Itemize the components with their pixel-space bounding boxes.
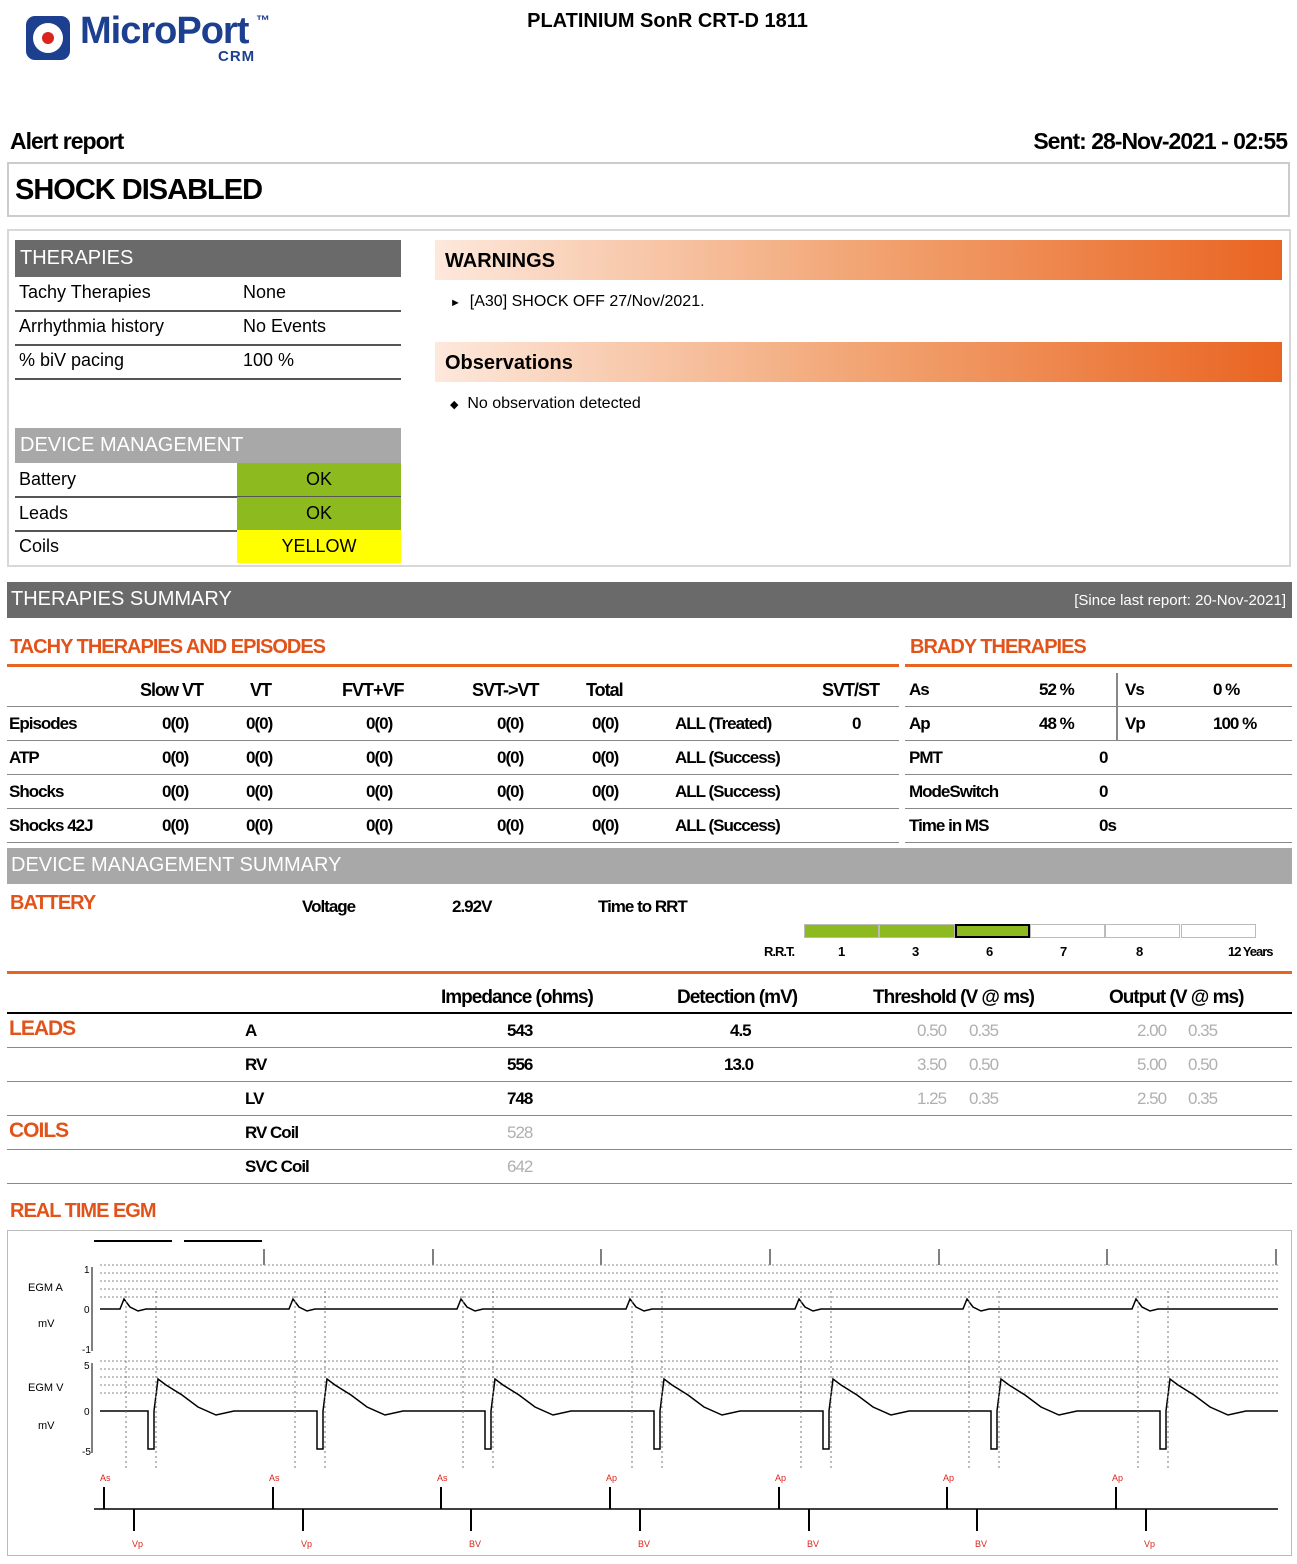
atrial-marker: As [269, 1473, 280, 1483]
tachy-cell: 0(0) [497, 816, 524, 835]
tachy-header-row [7, 673, 899, 707]
lead-threshold-ms: 0.35 [969, 1021, 999, 1040]
tachy-underline [7, 664, 899, 667]
battery-scale-label: 6 [986, 944, 993, 959]
tachy-column-header: SVT->VT [472, 680, 539, 700]
brady-value: 0s [1099, 816, 1116, 835]
battery-scale-label: 3 [912, 944, 919, 959]
egm-a-tick: 0 [84, 1305, 90, 1316]
brady-row [905, 741, 1292, 775]
leads-column-header: Detection (mV) [677, 987, 798, 1008]
egm-a-unit: mV [38, 1318, 55, 1330]
warnings-header: WARNINGS [435, 240, 1282, 280]
atrial-marker: As [100, 1473, 111, 1483]
egm-v-tick: 5 [84, 1361, 90, 1372]
tachy-cell: 0 [852, 714, 861, 733]
tachy-cell: 0(0) [246, 714, 273, 733]
therapy-row [15, 310, 401, 346]
logo-name: MicroPort [80, 10, 249, 52]
device-title: PLATINIUM SonR CRT-D 1811 [527, 10, 808, 32]
lead-impedance: 543 [507, 1021, 533, 1040]
lead-name: RV [245, 1055, 267, 1074]
logo-tm: ™ [256, 12, 270, 28]
bullet-arrow-icon: ► [450, 297, 461, 309]
tachy-cell: 0(0) [246, 748, 273, 767]
leads-group-label: LEADS [9, 1017, 76, 1040]
brady-row [905, 673, 1292, 707]
voltage-label: Voltage [302, 897, 356, 916]
tachy-cell: 0(0) [246, 782, 273, 801]
lead-threshold-ms: 0.50 [969, 1055, 999, 1074]
status-badge: OK [237, 497, 401, 530]
atrial-marker: Ap [943, 1473, 955, 1483]
tachy-cell: ALL (Treated) [675, 714, 772, 733]
ventricular-marker: BV [638, 1539, 651, 1549]
report-label: Alert report [10, 128, 124, 154]
tachy-row-label: Episodes [9, 714, 77, 733]
leads-header-row [7, 980, 1292, 1014]
tachy-column-header: SVT/ST [822, 680, 880, 700]
lead-name: A [245, 1021, 257, 1040]
brady-value: 0 [1099, 748, 1108, 767]
coil-name: RV Coil [245, 1123, 299, 1142]
atrial-marker: As [437, 1473, 448, 1483]
tachy-row [7, 775, 899, 809]
coil-row [7, 1150, 1292, 1184]
lead-output-ms: 0.50 [1188, 1055, 1218, 1074]
tachy-cell: 0(0) [162, 748, 189, 767]
brady-value: 0 [1099, 782, 1108, 801]
brady-as-label: As [909, 680, 929, 699]
ventricular-marker: BV [469, 1539, 482, 1549]
ventricular-marker: Vp [1144, 1539, 1156, 1549]
tachy-cell: 0(0) [162, 816, 189, 835]
tachy-cell: 0(0) [366, 816, 393, 835]
coil-row [7, 1116, 1292, 1150]
brady-row [905, 809, 1292, 843]
battery-header: BATTERY [10, 892, 96, 914]
atrial-marker: Ap [775, 1473, 787, 1483]
egm-v-trace [100, 1379, 1278, 1449]
ventricular-marker: Vp [132, 1539, 144, 1549]
brady-vp-label: Vp [1125, 714, 1145, 733]
lead-name: LV [245, 1089, 264, 1108]
battery-scale-label: 7 [1060, 944, 1067, 959]
therapy-label: % biV pacing [19, 350, 125, 370]
egm-trace [8, 1231, 1291, 1555]
brady-ap-label: Ap [909, 714, 930, 733]
battery-gauge-segment [1030, 924, 1105, 938]
tachy-column-header: VT [250, 680, 272, 700]
battery-gauge-segment [955, 924, 1030, 938]
brady-ap-value: 48 % [1039, 714, 1074, 733]
egm-v-label: EGM V [28, 1382, 64, 1394]
coils-group-label: COILS [9, 1119, 69, 1142]
lead-detection: 13.0 [724, 1055, 754, 1074]
lead-threshold-v: 3.50 [917, 1055, 947, 1074]
tachy-column-header: FVT+VF [342, 680, 404, 700]
egm-v-tick: 0 [84, 1407, 90, 1418]
leads-column-header: Impedance (ohms) [441, 987, 593, 1008]
battery-scale-label: R.R.T. [764, 944, 795, 959]
tachy-cell: 0(0) [497, 748, 524, 767]
therapies-summary-bar [7, 582, 1292, 618]
tachy-cell: 0(0) [246, 816, 273, 835]
atrial-marker: Ap [606, 1473, 618, 1483]
brady-vs-label: Vs [1125, 680, 1144, 699]
device-management-row [15, 497, 401, 532]
tachy-cell: 0(0) [162, 782, 189, 801]
egm-v-tick: -5 [82, 1447, 91, 1458]
tachy-row [7, 707, 899, 741]
device-management-label: Coils [19, 536, 60, 556]
lead-row [7, 1048, 1292, 1082]
tachy-cell: 0(0) [366, 782, 393, 801]
brady-label: ModeSwitch [909, 782, 999, 801]
tachy-cell: 0(0) [592, 714, 619, 733]
therapy-value: 100 % [243, 350, 295, 370]
battery-gauge-segment [1105, 924, 1180, 938]
therapy-label: Tachy Therapies [19, 282, 151, 302]
brady-row [905, 775, 1292, 809]
battery-gauge-segment [1181, 924, 1256, 938]
device-management-label: Leads [19, 502, 69, 523]
lead-row [7, 1082, 1292, 1116]
brady-vp-value: 100 % [1213, 714, 1257, 733]
ventricular-marker: BV [807, 1539, 820, 1549]
tachy-row-label: Shocks [9, 782, 64, 801]
tachy-cell: 0(0) [366, 714, 393, 733]
egm-panel [7, 1230, 1292, 1556]
brady-vs-value: 0 % [1213, 680, 1240, 699]
therapy-row [15, 276, 401, 312]
tachy-column-header: Total [586, 680, 623, 700]
leads-column-header: Threshold (V @ ms) [873, 987, 1034, 1008]
coil-impedance: 528 [507, 1123, 533, 1142]
therapy-row [15, 344, 401, 380]
coil-impedance: 642 [507, 1157, 533, 1176]
lead-output-ms: 0.35 [1188, 1089, 1218, 1108]
alert-box [7, 162, 1290, 217]
lead-row [7, 1014, 1292, 1048]
device-management-summary-title: DEVICE MANAGEMENT SUMMARY [11, 854, 342, 876]
therapies-header: THERAPIES [15, 240, 401, 277]
tachy-column-header: Slow VT [140, 680, 204, 700]
egm-header: REAL TIME EGM [10, 1200, 156, 1222]
brady-label: PMT [909, 748, 942, 767]
lead-impedance: 556 [507, 1055, 533, 1074]
tachy-cell: 0(0) [592, 782, 619, 801]
tachy-cell: 0(0) [592, 816, 619, 835]
brady-header: BRADY THERAPIES [910, 636, 1086, 658]
egm-a-tick: 1 [84, 1265, 90, 1276]
battery-scale-label: 8 [1136, 944, 1143, 959]
tachy-cell: ALL (Success) [675, 816, 780, 835]
device-management-row [15, 463, 401, 498]
tachy-cell: 0(0) [592, 748, 619, 767]
tachy-cell: 0(0) [366, 748, 393, 767]
ventricular-marker: BV [975, 1539, 988, 1549]
battery-gauge-segment [879, 924, 954, 938]
lead-output-v: 5.00 [1137, 1055, 1167, 1074]
warning-item: ► [A30] SHOCK OFF 27/Nov/2021. [450, 293, 705, 310]
status-badge: OK [237, 463, 401, 496]
rrt-label: Time to RRT [598, 897, 687, 916]
atrial-marker: Ap [1112, 1473, 1124, 1483]
brady-underline [905, 664, 1292, 667]
lead-output-ms: 0.35 [1188, 1021, 1218, 1040]
brady-as-value: 52 % [1039, 680, 1074, 699]
bullet-diamond-icon: ◆ [450, 399, 459, 411]
device-management-summary-bar [7, 848, 1292, 884]
leads-column-header: Output (V @ ms) [1109, 987, 1244, 1008]
battery-scale-label: 1 [838, 944, 845, 959]
egm-a-trace [100, 1299, 1278, 1311]
ventricular-marker: Vp [301, 1539, 313, 1549]
device-management-header: DEVICE MANAGEMENT [15, 428, 401, 463]
tachy-row-label: Shocks 42J [9, 816, 93, 835]
device-management-label: Battery [19, 469, 77, 489]
egm-a-tick: -1 [82, 1345, 91, 1356]
therapy-value: No Events [243, 316, 327, 336]
tachy-cell: 0(0) [497, 714, 524, 733]
observation-item: ◆ No observation detected [450, 395, 641, 412]
tachy-cell: ALL (Success) [675, 748, 780, 767]
brady-divider [1116, 673, 1118, 741]
status-badge: YELLOW [237, 530, 401, 563]
tachy-cell: 0(0) [162, 714, 189, 733]
sent-timestamp: Sent: 28-Nov-2021 - 02:55 [1033, 128, 1287, 154]
brady-label: Time in MS [909, 816, 989, 835]
lead-output-v: 2.50 [1137, 1089, 1167, 1108]
tachy-row-label: ATP [9, 748, 39, 767]
tachy-header: TACHY THERAPIES AND EPISODES [10, 636, 326, 658]
tachy-cell: ALL (Success) [675, 782, 780, 801]
lead-threshold-v: 1.25 [917, 1089, 947, 1108]
therapies-summary-title: THERAPIES SUMMARY [11, 588, 232, 610]
voltage-value: 2.92V [452, 897, 492, 916]
logo-sub: CRM [218, 48, 256, 65]
egm-a-label: EGM A [28, 1282, 63, 1294]
battery-underline [7, 971, 1292, 974]
battery-gauge-segment [804, 924, 879, 938]
observations-header: Observations [435, 342, 1282, 382]
battery-scale-label: 12 Years [1228, 944, 1273, 959]
alert-title: SHOCK DISABLED [15, 174, 263, 206]
therapy-value: None [243, 282, 287, 302]
coil-name: SVC Coil [245, 1157, 309, 1176]
therapy-label: Arrhythmia history [19, 316, 165, 336]
lead-threshold-ms: 0.35 [969, 1089, 999, 1108]
lead-threshold-v: 0.50 [917, 1021, 947, 1040]
lead-output-v: 2.00 [1137, 1021, 1167, 1040]
tachy-cell: 0(0) [497, 782, 524, 801]
lead-detection: 4.5 [730, 1021, 751, 1040]
lead-impedance: 748 [507, 1089, 533, 1108]
device-management-row [15, 530, 401, 563]
since-last-report: [Since last report: 20-Nov-2021] [1074, 592, 1286, 609]
tachy-row [7, 741, 899, 775]
brady-row [905, 707, 1292, 741]
tachy-row [7, 809, 899, 843]
egm-v-unit: mV [38, 1420, 55, 1432]
